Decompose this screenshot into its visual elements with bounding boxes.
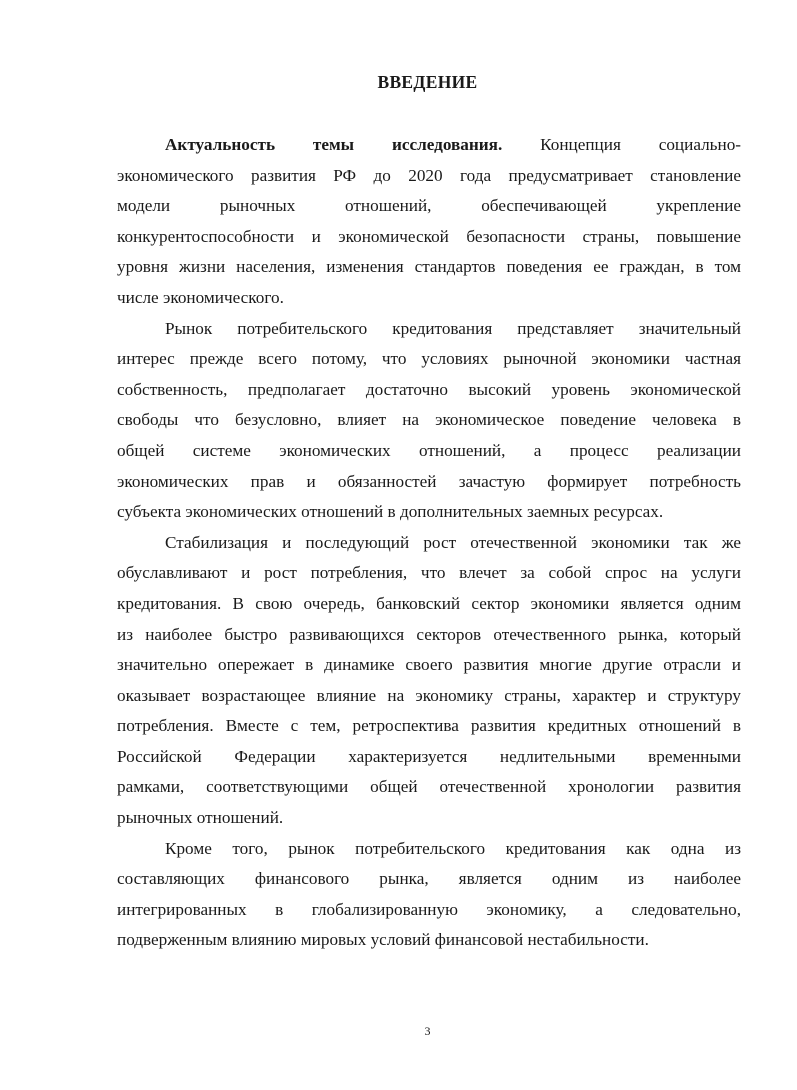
paragraph-2-line: собственность, предполагает достаточно высокий уровень экономической — [117, 379, 741, 399]
page-number: 3 — [424, 1024, 431, 1038]
paragraph-3-line: кредитования. В свою очередь, банковский сектор экономики является одним — [117, 593, 741, 613]
paragraph-2-line: свободы что безусловно, влияет на экономическое поведение человека в — [117, 410, 741, 430]
page-heading: ВВЕДЕНИЕ — [377, 72, 478, 92]
paragraph-3-line: обуславливают и рост потребления, что влечет за собой спрос на услуги — [117, 563, 741, 583]
paragraph-3-line: значительно опережает в динамике своего развития многие другие отрасли и — [117, 655, 741, 675]
paragraph-1-line: экономического развития РФ до 2020 года предусматривает становление — [117, 165, 741, 185]
paragraph-4-line: интегрированных в глобализированную экономику, а следовательно, — [117, 899, 741, 919]
bold-lead-word-1: Актуальность — [165, 135, 276, 154]
body-text — [117, 130, 741, 956]
paragraph-3-line-last: рыночных отношений. — [117, 808, 284, 828]
paragraph-3-line: потребления. Вместе с тем, ретроспектива развития кредитных отношений в — [117, 716, 741, 736]
paragraph-2-line: общей системе экономических отношений, а процесс реализации — [117, 440, 741, 460]
paragraph-3-line: рамками, соответствующими общей отечественной хронологии развития — [117, 777, 741, 797]
paragraph-3-line: из наиболее быстро развивающихся секторов отечественного рынка, который — [117, 624, 741, 644]
paragraph-2-line: экономических прав и обязанностей зачастую формирует потребность — [117, 471, 741, 491]
bold-lead-word-3: исследования. — [391, 135, 503, 154]
paragraph-1-line: уровня жизни населения, изменения стандартов поведения ее граждан, в том — [117, 257, 741, 277]
paragraph-2-line: интерес прежде всего потому, что условиях рыночной экономики частная — [117, 349, 741, 369]
paragraph-1-line-last: числе экономического. — [117, 287, 284, 307]
paragraph-2-line-first: Рынок потребительского кредитования представляет значительный — [165, 318, 741, 338]
paragraph-1-line: модели рыночных отношений, обеспечивающей укрепление — [117, 196, 741, 216]
paragraph-4-line: составляющих финансового рынка, является одним из наиболее — [117, 869, 741, 889]
bold-lead-word-2: темы — [312, 135, 355, 154]
text-word: социально- — [658, 135, 742, 154]
paragraph-4-line-last: подверженным влиянию мировых условий финансовой нестабильности. — [117, 930, 649, 950]
text-word: Концепция — [540, 135, 621, 154]
paragraph-3-line-first: Стабилизация и последующий рост отечественной экономики так же — [165, 532, 741, 552]
paragraph-2-line-last: субъекта экономических отношений в дополнительных заемных ресурсах. — [117, 502, 664, 522]
paragraph-4-line-first: Кроме того, рынок потребительского кредитования как одна из — [165, 838, 741, 858]
paragraph-1-line-1 — [117, 130, 741, 161]
paragraph-1-line: конкурентоспособности и экономической безопасности страны, повышение — [117, 226, 741, 246]
paragraph-3-line: оказывает возрастающее влияние на экономику страны, характер и структуру — [117, 685, 741, 705]
paragraph-3-line: Российской Федерации характеризуется недлительными временными — [117, 746, 741, 766]
